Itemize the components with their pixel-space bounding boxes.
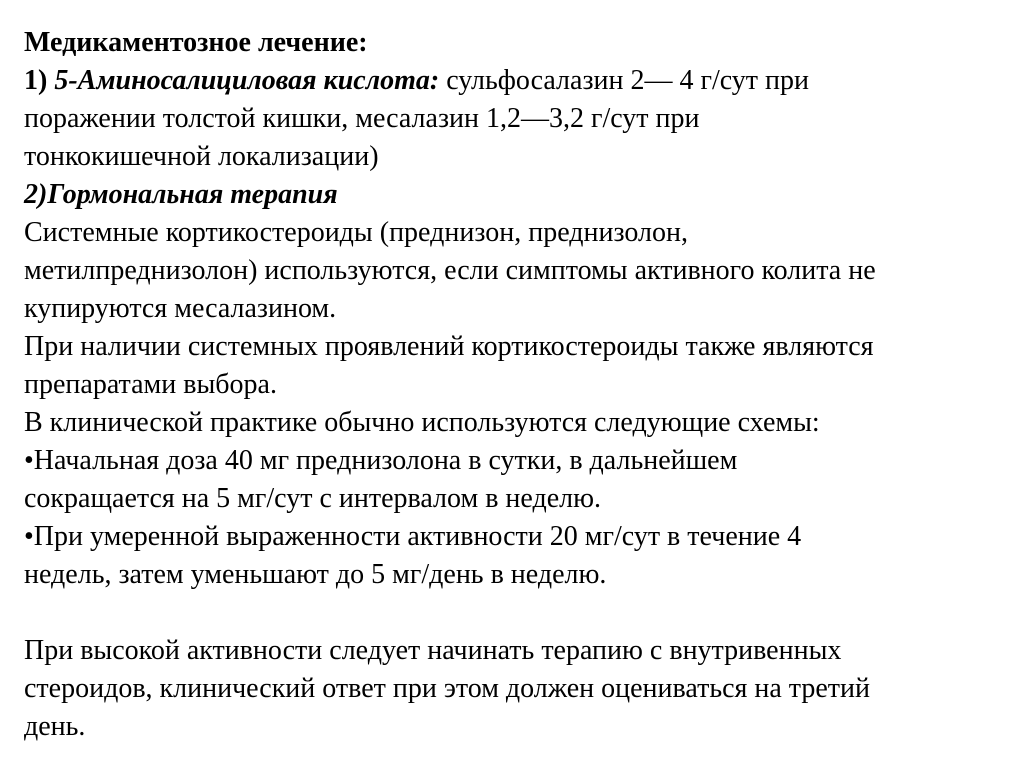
section1-line3: тонкокишечной локализации): [24, 141, 379, 172]
text-line: препаратами выбора.: [24, 369, 277, 400]
section1-line1-rest: сульфосалазин 2— 4 г/сут при: [446, 65, 810, 96]
heading: Медикаментозное лечение:: [24, 27, 368, 58]
bullet-line: •Начальная доза 40 мг преднизолона в сутки, в дальнейшем: [24, 445, 738, 476]
text-line: купируются месалазином.: [24, 293, 337, 324]
paragraph-spacer: [24, 594, 1004, 632]
final-line: При высокой активности следует начинать терапию с внутривенных: [24, 635, 842, 666]
section1-number: 1): [24, 65, 48, 96]
text-line: метилпреднизолон) используются, если симптомы активного колита не: [24, 255, 876, 286]
section1-line2: поражении толстой кишки, месалазин 1,2—3,2 г/сут при: [24, 103, 700, 134]
bullet-line: •При умеренной выраженности активности 20 мг/сут в течение 4: [24, 521, 802, 552]
text-line: При наличии системных проявлений кортикостероиды также являются: [24, 331, 874, 362]
section1-line1: [24, 62, 1004, 100]
final-line: стероидов, клинический ответ при этом должен оцениваться на третий: [24, 673, 871, 704]
text-line: недель, затем уменьшают до 5 мг/день в неделю.: [24, 559, 607, 590]
text-line: сокращается на 5 мг/сут с интервалом в неделю.: [24, 483, 602, 514]
slide-content: [24, 24, 1004, 746]
text-line: В клинической практике обычно используются следующие схемы:: [24, 407, 820, 438]
text-line: Системные кортикостероиды (преднизон, преднизолон,: [24, 217, 688, 248]
section2-title: 2)Гормональная терапия: [24, 179, 338, 210]
section1-title: 5-Аминосалициловая кислота:: [54, 65, 440, 96]
final-line: день.: [24, 711, 86, 742]
